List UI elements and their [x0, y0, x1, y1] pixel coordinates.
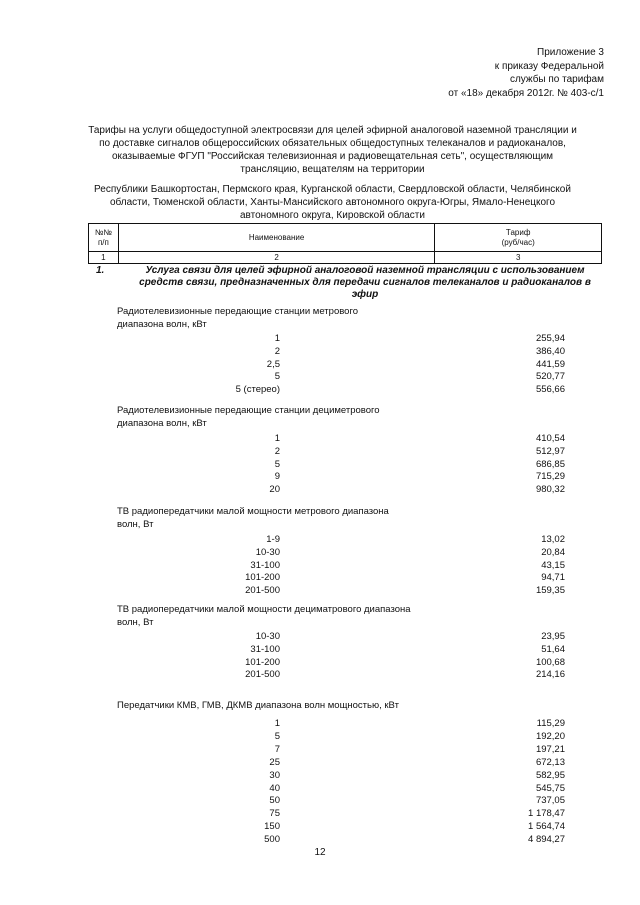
- section-title-line: Радиотелевизионные передающие станции метрового: [117, 306, 358, 317]
- page-number: 12: [314, 847, 326, 858]
- tariff-row-label: 50: [269, 795, 280, 807]
- section-title-line: волн, Вт: [117, 518, 154, 530]
- tariff-row: [0, 470, 640, 483]
- tariff-row-value: 556,66: [535, 384, 565, 396]
- tariff-row-label: 2: [274, 345, 280, 357]
- tariff-row-value: 23,95: [541, 631, 565, 642]
- tariff-row-value: 214,16: [535, 669, 565, 681]
- tariff-row-label: 31-100: [250, 643, 280, 655]
- tariff-row: [0, 483, 640, 496]
- document-title: [60, 124, 605, 176]
- tariff-row-value: 192,20: [535, 730, 565, 742]
- appendix-line: к приказу Федеральной: [494, 60, 604, 72]
- section-title: [117, 306, 437, 331]
- tariff-row-label: 1-9: [266, 534, 280, 545]
- tariff-row-value: 4 894,27: [528, 834, 565, 846]
- tariff-row: [0, 668, 640, 681]
- tariff-row-label: 10-30: [255, 631, 280, 642]
- tariff-row-value: 520,77: [535, 371, 565, 383]
- section-title: [117, 405, 437, 430]
- tariff-row: [0, 717, 640, 730]
- tariff-row-label: 101-200: [245, 572, 280, 584]
- tariff-row-value: 20,84: [541, 546, 565, 558]
- title-line: трансляцию, вещателям на территории: [240, 164, 425, 175]
- tariff-row-value: 159,35: [535, 585, 565, 597]
- tariff-row: [0, 370, 640, 383]
- tariff-row-label: 201-500: [245, 585, 280, 597]
- section-title: [117, 700, 477, 713]
- tariff-row-label: 7: [274, 743, 280, 755]
- tariff-row-label: 1: [274, 433, 280, 444]
- service-line: эфир: [351, 289, 379, 300]
- tariff-row-value: 545,75: [535, 782, 565, 794]
- tariff-row: [0, 358, 640, 371]
- tariff-row-label: 500: [264, 834, 280, 846]
- tariff-row: [0, 643, 640, 656]
- tariff-row-label: 31-100: [250, 559, 280, 571]
- section-title-line: диапазона волн, кВт: [117, 417, 207, 429]
- service-line: Услуга связи для целей эфирной аналоговой наземной трансляции с использованием: [145, 265, 585, 276]
- header-tariff-line2: (руб/час): [501, 237, 535, 247]
- regions-list: [60, 183, 605, 222]
- tariff-row-value: 197,21: [535, 743, 565, 755]
- tariff-row-value: 115,29: [536, 718, 565, 729]
- header-number-line1: №№: [94, 227, 112, 237]
- tariff-row-value: 737,05: [535, 795, 565, 807]
- header-tariff-line1: Тариф: [505, 227, 531, 237]
- tariff-row: [0, 432, 640, 445]
- section-title-line: ТВ радиопередатчики малой мощности метрового диапазона: [117, 506, 389, 517]
- tariff-row: [0, 383, 640, 396]
- tariff-row-value: 686,85: [535, 458, 565, 470]
- tariff-row: [0, 656, 640, 669]
- tariff-row-value: 980,32: [535, 484, 565, 496]
- tariff-row-label: 1: [274, 718, 280, 729]
- tariff-row-label: 101-200: [245, 656, 280, 668]
- tariff-row-value: 441,59: [535, 358, 565, 370]
- tariff-row-label: 5: [274, 730, 280, 742]
- tariff-row-label: 201-500: [245, 669, 280, 681]
- tariff-row-label: 5: [274, 458, 280, 470]
- title-line: Тарифы на услуги общедоступной электросвязи для целей эфирной аналоговой наземной трансляции и: [88, 125, 577, 136]
- header-num-cell: 3: [435, 252, 602, 264]
- tariff-row-value: 100,68: [535, 656, 565, 668]
- appendix-line: Приложение 3: [537, 47, 604, 58]
- tariff-row: [0, 445, 640, 458]
- service-number: 1.: [96, 265, 105, 276]
- tariff-row: [0, 730, 640, 743]
- tariff-row: [0, 820, 640, 833]
- tariff-row-label: 30: [269, 769, 280, 781]
- appendix-line: службы по тарифам: [509, 74, 604, 85]
- tariff-row: [0, 743, 640, 756]
- tariff-row-label: 2,5: [266, 358, 280, 370]
- tariff-row-value: 43,15: [541, 559, 565, 571]
- tariff-row: [0, 533, 640, 546]
- section-title-line: Передатчики КМВ, ГМВ, ДКМВ диапазона волн мощностью, кВт: [117, 700, 399, 711]
- tariff-row-label: 1: [274, 333, 280, 344]
- tariff-row-value: 1 564,74: [528, 821, 565, 833]
- tariff-row: [0, 807, 640, 820]
- service-description: [130, 265, 600, 301]
- section-title: [117, 604, 477, 629]
- section-title-line: ТВ радиопередатчики малой мощности дециматрового диапазона: [117, 604, 411, 615]
- tariff-row: [0, 458, 640, 471]
- header-num-cell: 2: [118, 252, 435, 264]
- section-title-line: диапазона волн, кВт: [117, 318, 207, 330]
- header-cell-tariff: [435, 224, 602, 252]
- tariff-row-label: 9: [274, 471, 280, 483]
- tariff-row-label: 75: [269, 808, 280, 820]
- appendix-block: [448, 46, 604, 100]
- tariff-row-value: 13,02: [541, 534, 565, 545]
- tariff-row-value: 51,64: [541, 643, 565, 655]
- tariff-row-value: 386,40: [535, 345, 565, 357]
- tariff-row: [0, 782, 640, 795]
- section-title: [117, 506, 477, 531]
- service-heading: [60, 265, 605, 301]
- header-num-cell: 1: [89, 252, 119, 264]
- title-line: оказываемые ФГУП "Российская телевизионная и радиовещательная сеть", осуществляющим: [111, 151, 554, 162]
- tariff-row: [0, 571, 640, 584]
- tariff-row: [0, 345, 640, 358]
- tariff-row: [0, 630, 640, 643]
- tariff-row: [0, 332, 640, 345]
- tariff-row-value: 1 178,47: [528, 808, 565, 820]
- tariff-table-header: [88, 223, 602, 264]
- tariff-row-label: 40: [269, 782, 280, 794]
- tariff-row: [0, 756, 640, 769]
- tariff-row-value: 410,54: [535, 433, 565, 444]
- section-title-line: волн, Вт: [117, 616, 154, 628]
- tariff-row-label: 2: [274, 445, 280, 457]
- regions-line: Республики Башкортостан, Пермского края, Курганской области, Свердловской области, Челябинской: [94, 184, 571, 195]
- tariff-row-value: 672,13: [535, 756, 565, 768]
- tariff-row-label: 25: [269, 756, 280, 768]
- tariff-row-label: 5 (стерео): [235, 384, 280, 396]
- tariff-row-label: 10-30: [255, 546, 280, 558]
- service-line: средств связи, предназначенных для передачи сигналов телеканалов и радиоканалов в: [139, 277, 591, 288]
- header-cell-number: [89, 224, 119, 252]
- tariff-row: [0, 833, 640, 846]
- regions-line: автономного округа, Кировской области: [240, 210, 425, 221]
- tariff-row-value: 582,95: [535, 769, 565, 781]
- tariff-row-value: 715,29: [535, 471, 565, 483]
- tariff-row: [0, 584, 640, 597]
- title-line: по доставке сигналов общероссийских обязательных общедоступных телеканалов и радиоканалов,: [99, 138, 566, 149]
- tariff-row-value: 94,71: [541, 572, 565, 584]
- tariff-row-value: 512,97: [535, 445, 565, 457]
- tariff-row-label: 5: [274, 371, 280, 383]
- tariff-row: [0, 794, 640, 807]
- tariff-row-value: 255,94: [535, 333, 565, 344]
- section-title-line: Радиотелевизионные передающие станции дециметрового: [117, 405, 380, 416]
- header-cell-name: Наименование: [118, 224, 435, 252]
- regions-line: области, Тюменской области, Ханты-Мансийского автономного округа-Югры, Ямало-Ненецкого: [109, 197, 556, 208]
- header-number-line2: п/п: [97, 237, 109, 247]
- tariff-row: [0, 769, 640, 782]
- appendix-line: от «18» декабря 2012г. № 403-с/1: [448, 87, 604, 99]
- tariff-row: [0, 546, 640, 559]
- tariff-row: [0, 559, 640, 572]
- tariff-row-label: 150: [264, 821, 280, 833]
- tariff-row-label: 20: [269, 484, 280, 496]
